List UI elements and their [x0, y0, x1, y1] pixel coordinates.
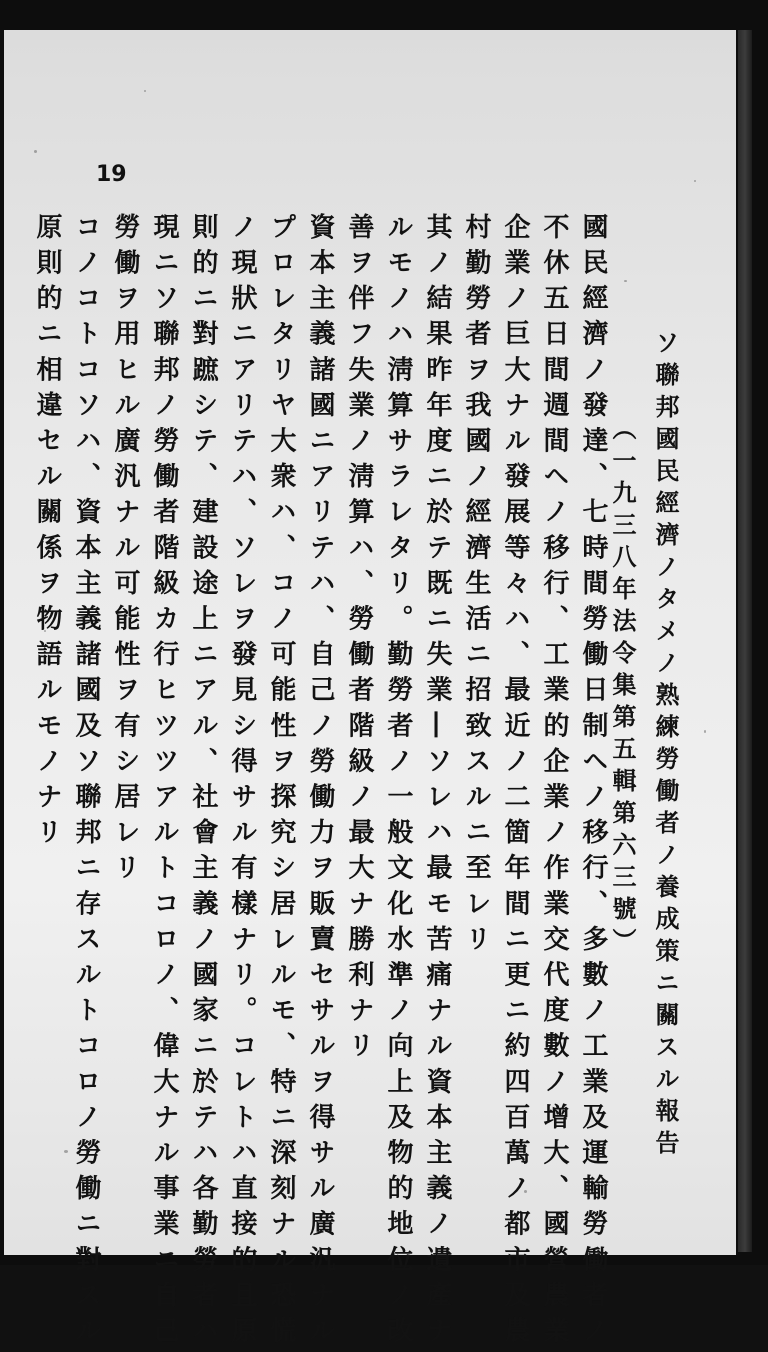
page-edge — [738, 30, 752, 1252]
text-column: ルモノハ淸算サラレタリ。勤勞者ノ一般文化水準ノ向上及物的地位ノ改 — [383, 213, 413, 1352]
text-column: 國民經濟ノ發達、七時間勞働日制ヘノ移行、多數ノ工業及運輸勞働者ノ — [578, 213, 608, 1352]
text-column: ノ現狀ニアリテハ、ソレヲ發見シ得サル有樣ナリ。コレトハ直接的且原 — [227, 213, 257, 1352]
text-column: 村勤勞者ヲ我國ノ經濟生活ニ招致スルニ至レリ — [461, 213, 491, 961]
page-number: 19 — [96, 162, 127, 187]
text-column: 原則的ニ相違セル關係ヲ物語ルモノナリ — [32, 213, 62, 854]
law-citation: （一九三八年法令集第五輯第六三號） — [608, 416, 637, 960]
report-title: ソ聯邦國民經濟ノタメノ熟練勞働者ノ養成策ニ關スル報告 — [651, 330, 680, 1162]
text-column: コノコトコソハ、資本主義諸國及ソ聯邦ニ存スルトコロノ勞働ニ對スル — [71, 213, 101, 1352]
text-column: 其ノ結果昨年度ニ於テ既ニ失業―ソレハ最モ苦痛ナル資本主義ノ遺產ナ — [422, 213, 452, 1352]
text-column: 資本主義諸國ニアリテハ、自己ノ勞働力ヲ販賣セサルヲ得サル廣汎ナル — [305, 213, 335, 1352]
text-column: 企業ノ巨大ナル發展等々ハ、最近ノ二箇年間ニ更ニ約四百萬ノ都市及農 — [500, 213, 530, 1352]
text-column: 不休五日間週間ヘノ移行、工業的企業ノ作業交代度數ノ增大、國營農業 — [539, 213, 569, 1352]
text-column: 善ヲ伴フ失業ノ淸算ハ、勞働者階級ノ最大ナ勝利ナリ — [344, 213, 374, 1068]
text-column: プロレタリヤ大衆ハ、コノ可能性ヲ探究シ居レルモ、特ニ深刻ナル恐慌 — [266, 213, 296, 1352]
text-column: 現ニソ聯邦ノ勞働者階級カ行ヒツツアルトコロノ、偉大ナル事業ニ自己 — [149, 213, 179, 1352]
text-column: 則的ニ對蹠シテ、建設途上ニアル、社會主義ノ國家ニ於テハ各勤勞者ハ — [188, 213, 218, 1352]
text-column: 勞働ヲ用ヒル廣汎ナル可能性ヲ有シ居レリ — [110, 213, 140, 890]
